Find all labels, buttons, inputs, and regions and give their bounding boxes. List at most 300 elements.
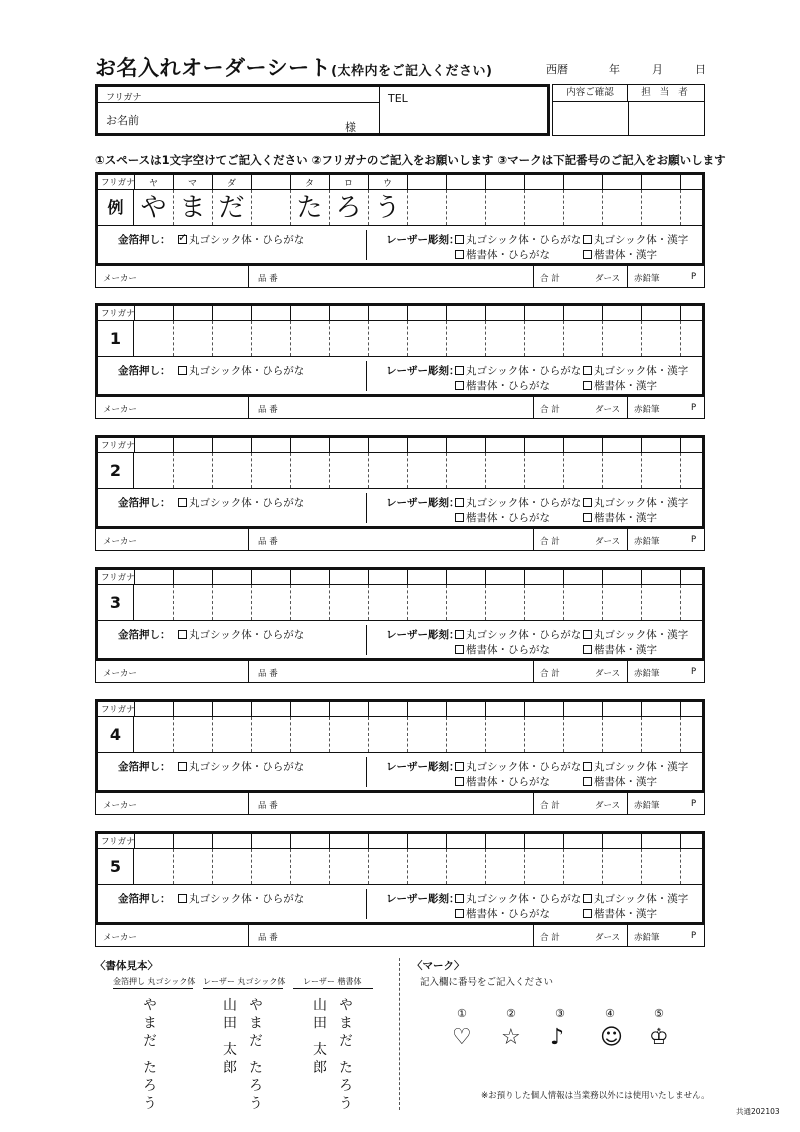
cell-divider	[290, 175, 291, 190]
red-pencil-label: 赤鉛筆	[634, 537, 660, 547]
cell-divider	[485, 453, 486, 488]
maker-label: メーカー	[103, 405, 137, 415]
cell-divider	[290, 834, 291, 849]
option-row	[98, 489, 702, 526]
product-no-label: 品 番	[258, 933, 278, 943]
checkbox[interactable]	[455, 366, 464, 375]
cell-divider	[173, 849, 174, 884]
checkbox[interactable]	[583, 235, 592, 244]
cell-divider	[251, 717, 252, 752]
cell-divider	[290, 570, 291, 585]
cell-divider	[563, 570, 564, 585]
cell-divider	[446, 306, 447, 321]
option-label: 丸ゴシック体・ひらがな	[189, 365, 305, 377]
cell-divider	[446, 453, 447, 488]
checkbox[interactable]	[178, 498, 187, 507]
cell-divider	[212, 570, 213, 585]
cell-divider	[680, 306, 681, 321]
option-label: 丸ゴシック体・漢字	[594, 497, 689, 509]
checkbox[interactable]	[455, 250, 464, 259]
cell-divider	[485, 570, 486, 585]
laser-option[interactable]	[455, 247, 550, 262]
laser-option[interactable]	[583, 232, 688, 247]
divider	[533, 793, 534, 814]
laser-option[interactable]	[455, 378, 550, 393]
mark-instruction: 記入欄に番号をご記入ください	[420, 977, 554, 988]
honorific-label: 様	[345, 121, 356, 134]
date-month: 月	[652, 63, 663, 76]
name-input-grid[interactable]	[98, 453, 702, 489]
music-note-icon: ♪	[550, 1025, 565, 1050]
cell-divider	[563, 849, 564, 884]
p-label: P	[691, 535, 697, 545]
title-note: (太枠内をご記入ください)	[331, 64, 493, 79]
sample-laser-kaisho-kanji: 山田 太郎	[311, 997, 327, 1078]
cell-divider	[212, 321, 213, 356]
cell-divider	[680, 321, 681, 356]
divider	[627, 925, 628, 946]
dozen-label: ダース	[595, 537, 621, 547]
option-label: 丸ゴシック体・漢字	[594, 365, 689, 377]
cell-divider	[563, 717, 564, 752]
option-label: 丸ゴシック体・ひらがな	[466, 234, 582, 246]
cell-divider	[329, 702, 330, 717]
example-char: だ	[218, 193, 245, 223]
gold-option[interactable]	[178, 363, 304, 378]
crown-icon: ♔	[649, 1025, 669, 1050]
cell-divider	[602, 453, 603, 488]
tel-label: TEL	[388, 92, 408, 105]
cell-divider	[251, 438, 252, 453]
sample-laser-gothic-kanji: 山田 太郎	[221, 997, 237, 1078]
maker-label: メーカー	[103, 669, 137, 679]
divider	[533, 529, 534, 550]
cell-divider	[446, 190, 447, 225]
checkbox[interactable]	[455, 909, 464, 918]
product-info-row	[95, 397, 705, 419]
cell-divider	[290, 717, 291, 752]
cell-divider	[212, 453, 213, 488]
mark-number: ③	[555, 1007, 565, 1020]
cell-divider	[485, 834, 486, 849]
cell-divider	[641, 190, 642, 225]
heart-icon: ♡	[452, 1025, 472, 1050]
furigana-label: フリガナ	[101, 178, 135, 188]
cell-divider	[212, 585, 213, 620]
checkbox[interactable]	[583, 762, 592, 771]
laser-option[interactable]	[583, 510, 657, 525]
laser-option[interactable]	[583, 627, 688, 642]
cell-divider	[680, 585, 681, 620]
cell-divider	[407, 306, 408, 321]
furigana-row[interactable]	[98, 306, 702, 321]
cell-divider	[524, 717, 525, 752]
checkbox[interactable]	[178, 630, 187, 639]
laser-option[interactable]	[455, 495, 581, 510]
laser-option[interactable]	[583, 906, 657, 921]
cell-divider	[563, 834, 564, 849]
laser-option[interactable]	[583, 247, 657, 262]
cell-divider	[407, 570, 408, 585]
cell-divider	[251, 834, 252, 849]
cell-divider	[407, 321, 408, 356]
divider	[533, 925, 534, 946]
cell-divider	[485, 438, 486, 453]
checkbox[interactable]	[455, 762, 464, 771]
laser-label: レーザー彫刻：	[386, 761, 460, 773]
option-row	[98, 357, 702, 394]
cell-divider	[485, 306, 486, 321]
cell-divider	[485, 849, 486, 884]
gold-option[interactable]	[178, 759, 304, 774]
mark-section-title: 〈マーク〉	[412, 960, 465, 972]
gold-foil-label: 金箔押し：	[118, 893, 171, 905]
cell-divider	[368, 834, 369, 849]
divider	[134, 834, 135, 849]
total-label: 合 計	[540, 801, 560, 811]
cell-divider	[563, 306, 564, 321]
font-sample-title: 〈書体見本〉	[95, 960, 158, 972]
name-input-grid[interactable]	[98, 717, 702, 753]
form-code: 共通202103	[736, 1107, 780, 1116]
red-pencil-label: 赤鉛筆	[634, 933, 660, 943]
order-frame	[95, 831, 705, 925]
divider	[134, 702, 135, 717]
option-label: 丸ゴシック体・ひらがな	[466, 629, 582, 641]
furigana-row[interactable]	[98, 570, 702, 585]
laser-option[interactable]	[583, 378, 657, 393]
sample-header-gold: 金箔押し 丸ゴシック体	[113, 977, 196, 986]
cell-divider	[329, 834, 330, 849]
checkbox[interactable]	[455, 645, 464, 654]
cell-divider	[407, 849, 408, 884]
option-label: 楷書体・漢字	[594, 776, 657, 788]
furigana-label: フリガナ	[101, 705, 135, 715]
laser-option[interactable]	[455, 363, 581, 378]
sample-header-laser-gothic: レーザー 丸ゴシック体	[203, 977, 286, 986]
laser-option[interactable]	[455, 906, 550, 921]
cell-divider	[446, 585, 447, 620]
cell-divider	[290, 306, 291, 321]
name-input-grid[interactable]	[98, 321, 702, 357]
laser-option[interactable]	[455, 891, 581, 906]
laser-option[interactable]	[455, 774, 550, 789]
cell-divider	[602, 570, 603, 585]
checkbox[interactable]	[455, 235, 464, 244]
order-frame	[95, 567, 705, 661]
checkbox[interactable]	[178, 235, 187, 244]
cell-divider	[680, 453, 681, 488]
cell-divider	[212, 717, 213, 752]
product-no-label: 品 番	[258, 405, 278, 415]
maker-label: メーカー	[103, 801, 137, 811]
option-label: 丸ゴシック体・ひらがな	[189, 893, 305, 905]
gold-foil-label: 金箔押し：	[118, 629, 171, 641]
gold-foil-label: 金箔押し：	[118, 761, 171, 773]
option-label: 楷書体・ひらがな	[466, 776, 550, 788]
cell-divider	[524, 190, 525, 225]
checkbox[interactable]	[178, 366, 187, 375]
product-info-row	[95, 793, 705, 815]
example-char: や	[140, 193, 167, 223]
smiley-icon: ☺	[600, 1025, 623, 1050]
p-label: P	[691, 931, 697, 941]
option-label: 丸ゴシック体・ひらがな	[189, 629, 305, 641]
checkbox[interactable]	[583, 381, 592, 390]
cell-divider	[368, 453, 369, 488]
option-label: 楷書体・漢字	[594, 512, 657, 524]
option-label: 丸ゴシック体・ひらがな	[466, 761, 582, 773]
laser-option[interactable]	[455, 232, 581, 247]
divider	[366, 889, 367, 919]
checkbox[interactable]	[583, 366, 592, 375]
divider	[248, 397, 249, 418]
furigana-row[interactable]	[98, 175, 702, 190]
cell-divider	[446, 717, 447, 752]
cell-divider	[680, 438, 681, 453]
option-label: 楷書体・漢字	[594, 380, 657, 392]
cell-divider	[407, 453, 408, 488]
date-year: 年	[609, 63, 620, 76]
divider	[627, 793, 628, 814]
dozen-label: ダース	[595, 274, 621, 284]
name-input-grid[interactable]	[98, 190, 702, 226]
office-check-box	[552, 84, 705, 136]
cell-divider	[251, 453, 252, 488]
laser-option[interactable]	[583, 642, 657, 657]
laser-option[interactable]	[583, 759, 688, 774]
option-label: 丸ゴシック体・漢字	[594, 761, 689, 773]
maker-label: メーカー	[103, 537, 137, 547]
divider	[627, 266, 628, 287]
option-row	[98, 753, 702, 790]
cell-divider	[446, 570, 447, 585]
product-no-label: 品 番	[258, 801, 278, 811]
laser-option[interactable]	[455, 627, 581, 642]
laser-option[interactable]	[583, 363, 688, 378]
cell-divider	[212, 175, 213, 190]
red-pencil-label: 赤鉛筆	[634, 405, 660, 415]
page-title: お名入れオーダーシート(太枠内をご記入ください)	[95, 56, 493, 80]
cell-divider	[251, 585, 252, 620]
cell-divider	[173, 702, 174, 717]
cell-divider	[485, 585, 486, 620]
order-frame	[95, 699, 705, 793]
cell-divider	[485, 717, 486, 752]
row-number: 5	[98, 849, 134, 885]
order-frame	[95, 303, 705, 397]
privacy-note: ※お預りした個人情報は当業務以外には使用いたしません。	[481, 1091, 710, 1101]
cell-divider	[680, 849, 681, 884]
example-furigana: ウ	[382, 179, 392, 189]
checkbox[interactable]	[583, 645, 592, 654]
order-frame	[95, 435, 705, 529]
customer-info-box	[95, 84, 550, 136]
gold-option[interactable]	[178, 627, 304, 642]
cell-divider	[290, 849, 291, 884]
checkbox[interactable]	[178, 762, 187, 771]
p-label: P	[691, 799, 697, 809]
option-label: 丸ゴシック体・漢字	[594, 893, 689, 905]
checkbox[interactable]	[583, 513, 592, 522]
cell-divider	[173, 453, 174, 488]
cell-divider	[329, 717, 330, 752]
cell-divider	[602, 321, 603, 356]
option-label: 楷書体・漢字	[594, 908, 657, 920]
cell-divider	[602, 834, 603, 849]
checkbox[interactable]	[583, 630, 592, 639]
cell-divider	[251, 306, 252, 321]
laser-option[interactable]	[583, 774, 657, 789]
checkbox[interactable]	[583, 777, 592, 786]
divider	[379, 87, 380, 133]
cell-divider	[212, 834, 213, 849]
furigana-label: フリガナ	[101, 441, 135, 451]
cell-divider	[173, 834, 174, 849]
name-input-grid[interactable]	[98, 585, 702, 621]
p-label: P	[691, 272, 697, 282]
row-number: 2	[98, 453, 134, 489]
option-label: 丸ゴシック体・ひらがな	[466, 365, 582, 377]
sample-header-laser-kaisho: レーザー 楷書体	[303, 977, 362, 986]
divider	[399, 958, 400, 1110]
cell-divider	[485, 702, 486, 717]
cell-divider	[407, 834, 408, 849]
divider	[366, 230, 367, 260]
total-label: 合 計	[540, 669, 560, 679]
cell-divider	[563, 438, 564, 453]
date-era: 西暦	[546, 63, 568, 76]
option-label: 丸ゴシック体・ひらがな	[189, 234, 305, 246]
cell-divider	[251, 570, 252, 585]
cell-divider	[251, 849, 252, 884]
cell-divider	[329, 306, 330, 321]
maker-label: メーカー	[103, 933, 137, 943]
option-label: 楷書体・ひらがな	[466, 644, 550, 656]
furigana-row[interactable]	[98, 438, 702, 453]
laser-option[interactable]	[455, 759, 581, 774]
laser-option[interactable]	[455, 642, 550, 657]
laser-option[interactable]	[583, 495, 688, 510]
cell-divider	[680, 702, 681, 717]
cell-divider	[563, 702, 564, 717]
product-no-label: 品 番	[258, 669, 278, 679]
checkbox[interactable]	[583, 498, 592, 507]
option-label: 丸ゴシック体・ひらがな	[466, 893, 582, 905]
laser-option[interactable]	[455, 510, 550, 525]
cell-divider	[368, 321, 369, 356]
cell-divider	[524, 834, 525, 849]
gold-foil-label: 金箔押し：	[118, 497, 171, 509]
cell-divider	[563, 321, 564, 356]
checkbox[interactable]	[455, 777, 464, 786]
cell-divider	[641, 453, 642, 488]
cell-divider	[524, 702, 525, 717]
cell-divider	[446, 321, 447, 356]
cell-divider	[602, 190, 603, 225]
product-info-row	[95, 925, 705, 947]
cell-divider	[173, 585, 174, 620]
cell-divider	[641, 321, 642, 356]
cell-divider	[407, 585, 408, 620]
p-label: P	[691, 403, 697, 413]
cell-divider	[485, 190, 486, 225]
cell-divider	[290, 321, 291, 356]
example-furigana: タ	[304, 179, 314, 189]
cell-divider	[524, 570, 525, 585]
checkbox[interactable]	[583, 894, 592, 903]
cell-divider	[368, 570, 369, 585]
row-number: 4	[98, 717, 134, 753]
name-input-grid[interactable]	[98, 849, 702, 885]
furigana-row[interactable]	[98, 702, 702, 717]
total-label: 合 計	[540, 405, 560, 415]
cell-divider	[641, 717, 642, 752]
cell-divider	[602, 438, 603, 453]
furigana-row[interactable]	[98, 834, 702, 849]
cell-divider	[368, 702, 369, 717]
cell-divider	[368, 717, 369, 752]
cell-divider	[173, 175, 174, 190]
cell-divider	[173, 570, 174, 585]
divider	[113, 988, 193, 989]
checkbox[interactable]	[583, 250, 592, 259]
option-row	[98, 621, 702, 658]
example-char: ま	[179, 193, 206, 223]
option-label: 丸ゴシック体・ひらがな	[189, 497, 305, 509]
cell-divider	[368, 175, 369, 190]
product-no-label: 品 番	[258, 537, 278, 547]
divider	[248, 661, 249, 682]
gold-option[interactable]	[178, 232, 304, 247]
cell-divider	[251, 190, 252, 225]
cell-divider	[329, 438, 330, 453]
cell-divider	[563, 453, 564, 488]
cell-divider	[407, 175, 408, 190]
checkbox[interactable]	[583, 909, 592, 918]
cell-divider	[680, 570, 681, 585]
cell-divider	[524, 175, 525, 190]
gold-option[interactable]	[178, 891, 304, 906]
gold-option[interactable]	[178, 495, 304, 510]
laser-label: レーザー彫刻：	[386, 365, 460, 377]
divider	[533, 397, 534, 418]
sample-laser-gothic-hiragana: やまだ たろう	[247, 997, 263, 1114]
checkbox[interactable]	[455, 513, 464, 522]
cell-divider	[251, 702, 252, 717]
checkbox[interactable]	[455, 630, 464, 639]
checkbox[interactable]	[455, 498, 464, 507]
dozen-label: ダース	[595, 933, 621, 943]
cell-divider	[329, 175, 330, 190]
option-label: 丸ゴシック体・漢字	[594, 234, 689, 246]
gold-foil-label: 金箔押し：	[118, 234, 171, 246]
checkbox[interactable]	[455, 381, 464, 390]
instructions: ①スペースは1文字空けてご記入ください ②フリガナのご記入をお願いします ③マークは下記番号のご記入をお願いします	[95, 153, 726, 167]
cell-divider	[524, 585, 525, 620]
divider	[293, 988, 373, 989]
mark-number: ①	[457, 1007, 467, 1020]
total-label: 合 計	[540, 274, 560, 284]
staff-label: 担 当 者	[628, 85, 704, 102]
product-no-label: 品 番	[258, 274, 278, 284]
checkbox[interactable]	[178, 894, 187, 903]
laser-option[interactable]	[583, 891, 688, 906]
checkbox[interactable]	[455, 894, 464, 903]
cell-divider	[173, 306, 174, 321]
cell-divider	[212, 849, 213, 884]
cell-divider	[563, 190, 564, 225]
